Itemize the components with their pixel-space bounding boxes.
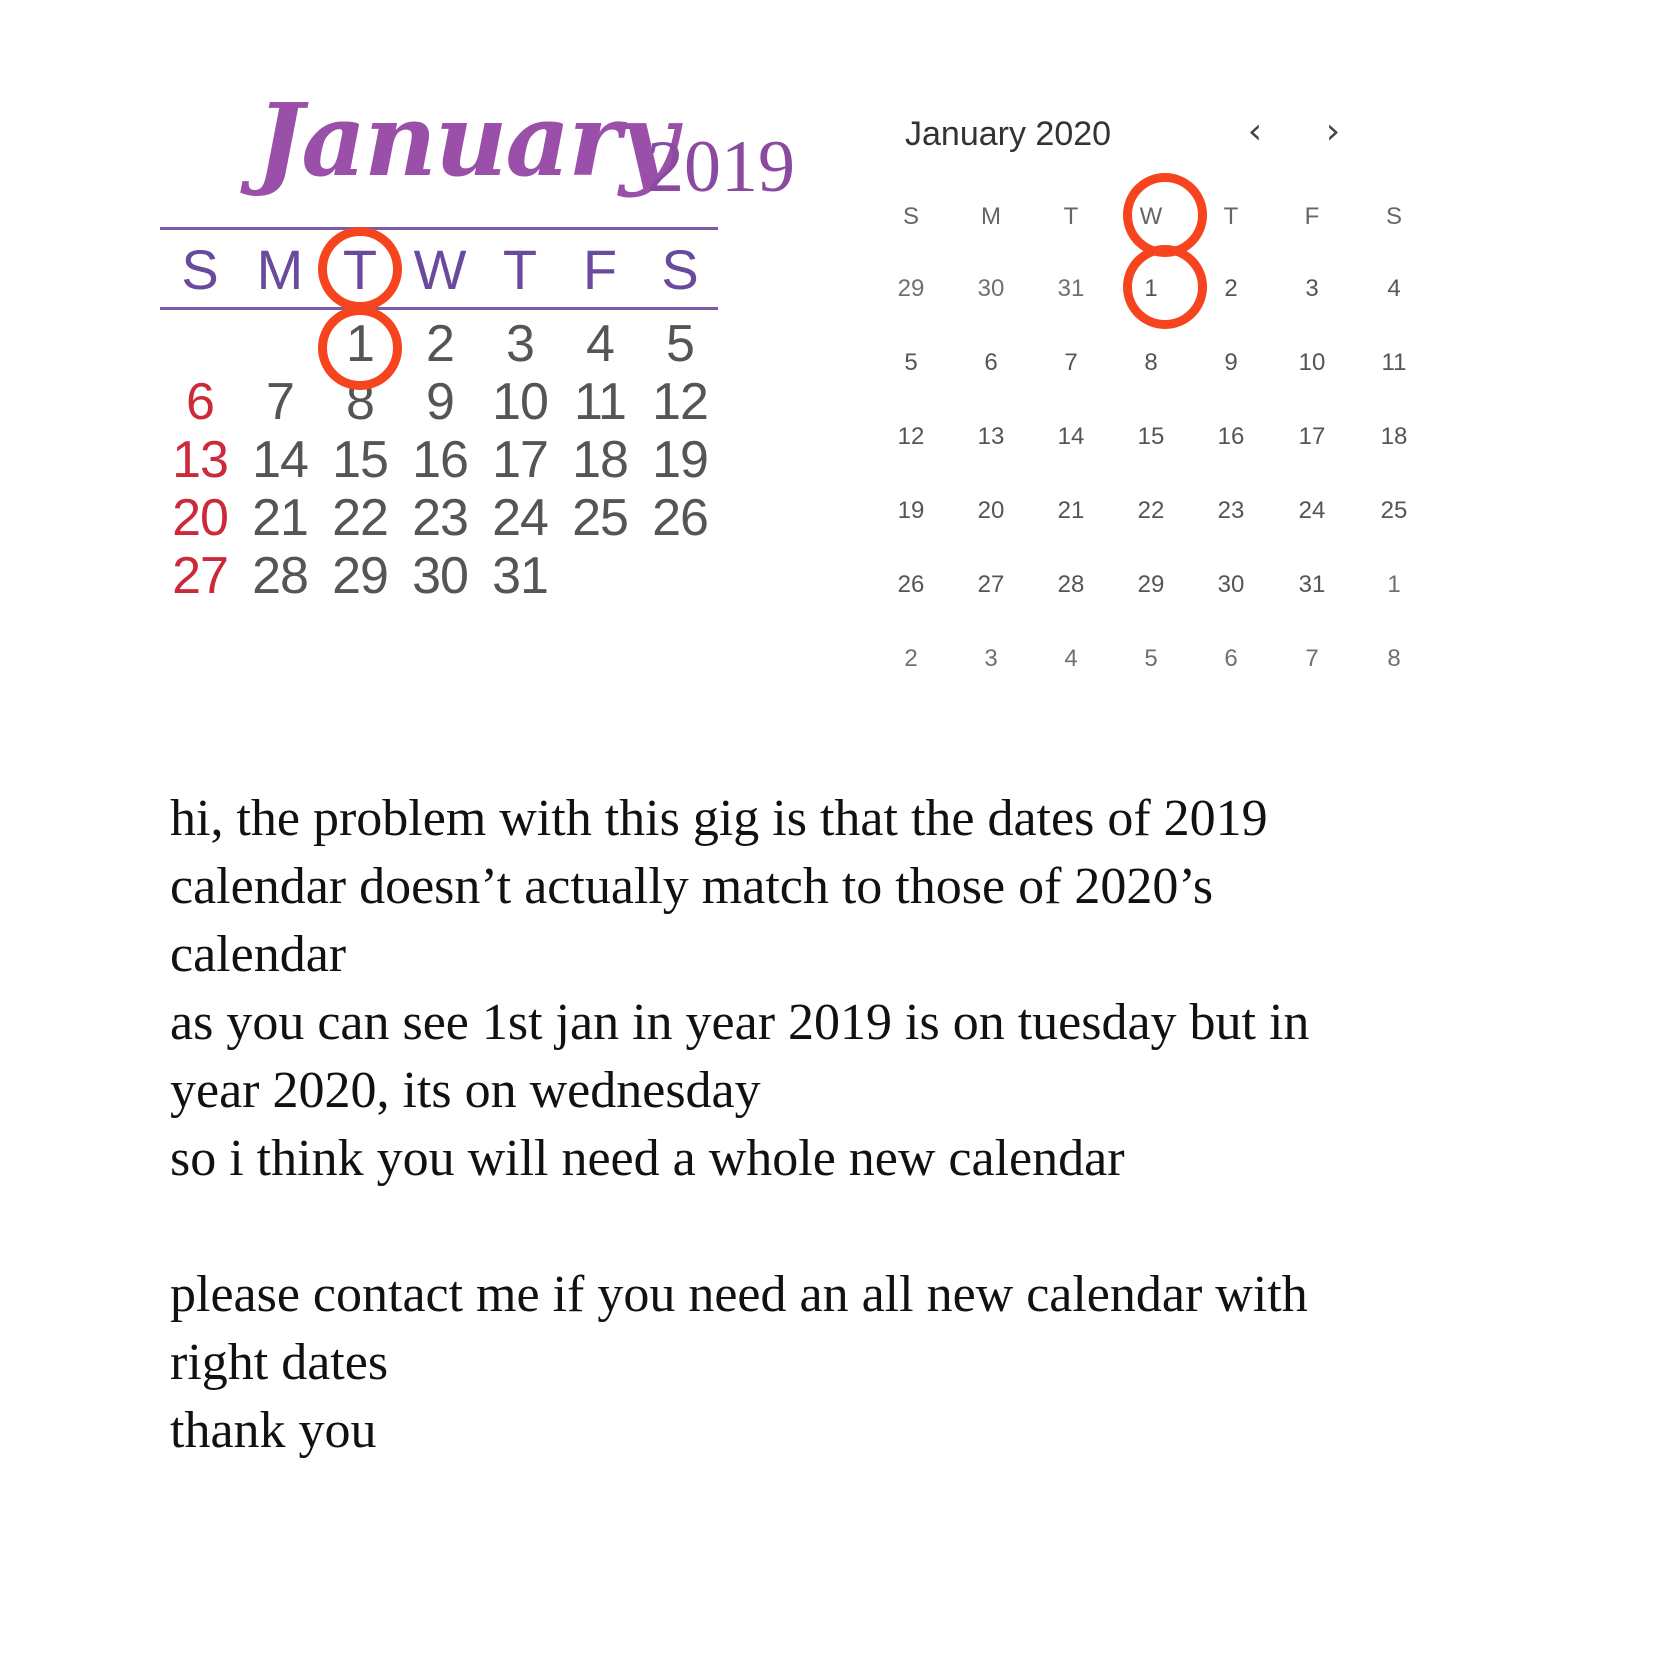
date-cell[interactable]: 7 — [1305, 645, 1319, 672]
date-cell: 3 — [506, 315, 534, 373]
date-cell: 10 — [492, 373, 548, 431]
date-cell[interactable]: 18 — [1380, 423, 1408, 450]
date-cell[interactable]: 8 — [1387, 645, 1401, 672]
date-cell[interactable]: 24 — [1298, 497, 1326, 524]
date-cell: 30 — [412, 547, 468, 605]
date-cell[interactable]: 31 — [1298, 571, 1326, 598]
message-line: as you can see 1st jan in year 2019 is on tuesday but in — [170, 994, 1310, 1051]
date-cell[interactable]: 25 — [1380, 497, 1408, 524]
date-cell[interactable]: 29 — [897, 275, 925, 302]
date-cell[interactable]: 16 — [1217, 423, 1245, 450]
date-cell: 26 — [652, 489, 708, 547]
date-cell[interactable]: 1 — [1144, 275, 1158, 302]
date-cell: 21 — [252, 489, 308, 547]
calendar-2019 — [160, 81, 795, 630]
weekday-header: T — [1063, 203, 1079, 230]
date-cell[interactable]: 8 — [1144, 349, 1158, 376]
date-cell[interactable]: 11 — [1381, 349, 1407, 376]
message-line: right dates — [170, 1334, 389, 1391]
date-cell[interactable]: 12 — [897, 423, 925, 450]
date-cell[interactable]: 4 — [1387, 275, 1401, 302]
date-cell[interactable]: 30 — [1217, 571, 1245, 598]
date-cell: 27 — [172, 547, 228, 605]
weekday-header: F — [1304, 203, 1320, 230]
message-line — [170, 1193, 1550, 1261]
chevron-right-icon[interactable]: › — [1325, 111, 1341, 152]
message-line: calendar doesn’t actually match to those of 2020’s — [170, 858, 1214, 915]
date-cell: 4 — [586, 315, 614, 373]
date-cell[interactable]: 13 — [977, 423, 1005, 450]
weekday-header: T — [342, 238, 378, 301]
weekday-header: S — [181, 238, 219, 301]
date-cell: 15 — [332, 431, 388, 489]
date-cell: 16 — [412, 431, 468, 489]
top-divider — [160, 227, 718, 230]
date-cell: 1 — [346, 315, 374, 373]
date-cell[interactable]: 31 — [1057, 275, 1085, 302]
date-cell: 24 — [492, 489, 548, 547]
date-cell: 19 — [652, 431, 708, 489]
date-cell: 13 — [172, 431, 228, 489]
date-cell[interactable]: 15 — [1137, 423, 1165, 450]
date-cell[interactable]: 27 — [977, 571, 1005, 598]
date-cell[interactable]: 6 — [984, 349, 998, 376]
date-cell[interactable]: 26 — [897, 571, 925, 598]
message-line: year 2020, its on wednesday — [170, 1062, 761, 1119]
date-cell[interactable]: 9 — [1224, 349, 1238, 376]
date-cell[interactable]: 20 — [977, 497, 1005, 524]
date-cell: 29 — [332, 547, 388, 605]
date-cell[interactable]: 29 — [1137, 571, 1165, 598]
date-cell: 31 — [492, 547, 548, 605]
date-cell: 14 — [252, 431, 308, 489]
year-label-2019: 2019 — [647, 126, 795, 208]
date-cell[interactable]: 2 — [904, 645, 918, 672]
date-cell: 2 — [426, 315, 454, 373]
date-cell[interactable]: 5 — [1144, 645, 1158, 672]
date-cell[interactable]: 10 — [1298, 349, 1326, 376]
highlight-ring-tuesday-2019 — [318, 227, 402, 311]
date-cell[interactable]: 21 — [1057, 497, 1085, 524]
message-line: calendar — [170, 926, 347, 983]
weekday-header: T — [1223, 203, 1239, 230]
date-cell: 8 — [346, 373, 374, 431]
date-cell[interactable]: 2 — [1224, 275, 1238, 302]
date-cell: 22 — [332, 489, 388, 547]
date-cell: 23 — [412, 489, 468, 547]
weekday-header: F — [582, 238, 618, 301]
date-cell[interactable]: 7 — [1064, 349, 1078, 376]
weekday-header: S — [1385, 203, 1402, 230]
weekday-header: W — [413, 238, 467, 301]
message-line: thank you — [170, 1402, 377, 1459]
date-cell[interactable]: 22 — [1137, 497, 1165, 524]
weekday-header: M — [981, 203, 1001, 230]
weekday-header: S — [902, 203, 919, 230]
date-cell: 28 — [252, 547, 308, 605]
date-cell[interactable]: 19 — [897, 497, 925, 524]
date-cell[interactable]: 23 — [1217, 497, 1245, 524]
date-cell: 7 — [266, 373, 294, 431]
date-cell: 12 — [652, 373, 708, 431]
message-line: so i think you will need a whole new calendar — [170, 1130, 1125, 1187]
weekday-header: S — [661, 238, 699, 301]
message-body — [170, 785, 1550, 1465]
date-cell: 9 — [426, 373, 454, 431]
date-cell: 20 — [172, 489, 228, 547]
date-cell: 5 — [666, 315, 694, 373]
date-cell: 6 — [186, 373, 214, 431]
date-cell[interactable]: 3 — [984, 645, 998, 672]
weekday-header: T — [502, 238, 538, 301]
message-line: hi, the problem with this gig is that the dates of 2019 — [170, 790, 1268, 847]
weekday-header: M — [256, 238, 304, 301]
date-cell: 25 — [572, 489, 628, 547]
chevron-left-icon[interactable]: ‹ — [1247, 111, 1263, 152]
date-cell[interactable]: 3 — [1305, 275, 1319, 302]
date-cell[interactable]: 6 — [1224, 645, 1238, 672]
bottom-divider — [160, 307, 718, 310]
date-cell[interactable]: 1 — [1387, 571, 1401, 598]
date-cell[interactable]: 4 — [1064, 645, 1078, 672]
month-title-2019: January — [256, 81, 676, 199]
message-line: please contact me if you need an all new calendar with — [170, 1266, 1308, 1323]
weekday-header: W — [1139, 203, 1163, 230]
date-cell[interactable]: 28 — [1057, 571, 1085, 598]
date-cell[interactable]: 30 — [977, 275, 1005, 302]
date-cell[interactable]: 5 — [904, 349, 918, 376]
month-title-2020: January 2020 — [905, 115, 1112, 153]
date-cell[interactable]: 14 — [1057, 423, 1085, 450]
date-cell: 18 — [572, 431, 628, 489]
date-cell: 17 — [492, 431, 548, 489]
date-cell: 11 — [574, 373, 626, 431]
date-cell[interactable]: 17 — [1298, 423, 1326, 450]
highlight-ring-day1-2020 — [1123, 245, 1207, 329]
highlight-ring-day1-2019 — [318, 306, 402, 390]
